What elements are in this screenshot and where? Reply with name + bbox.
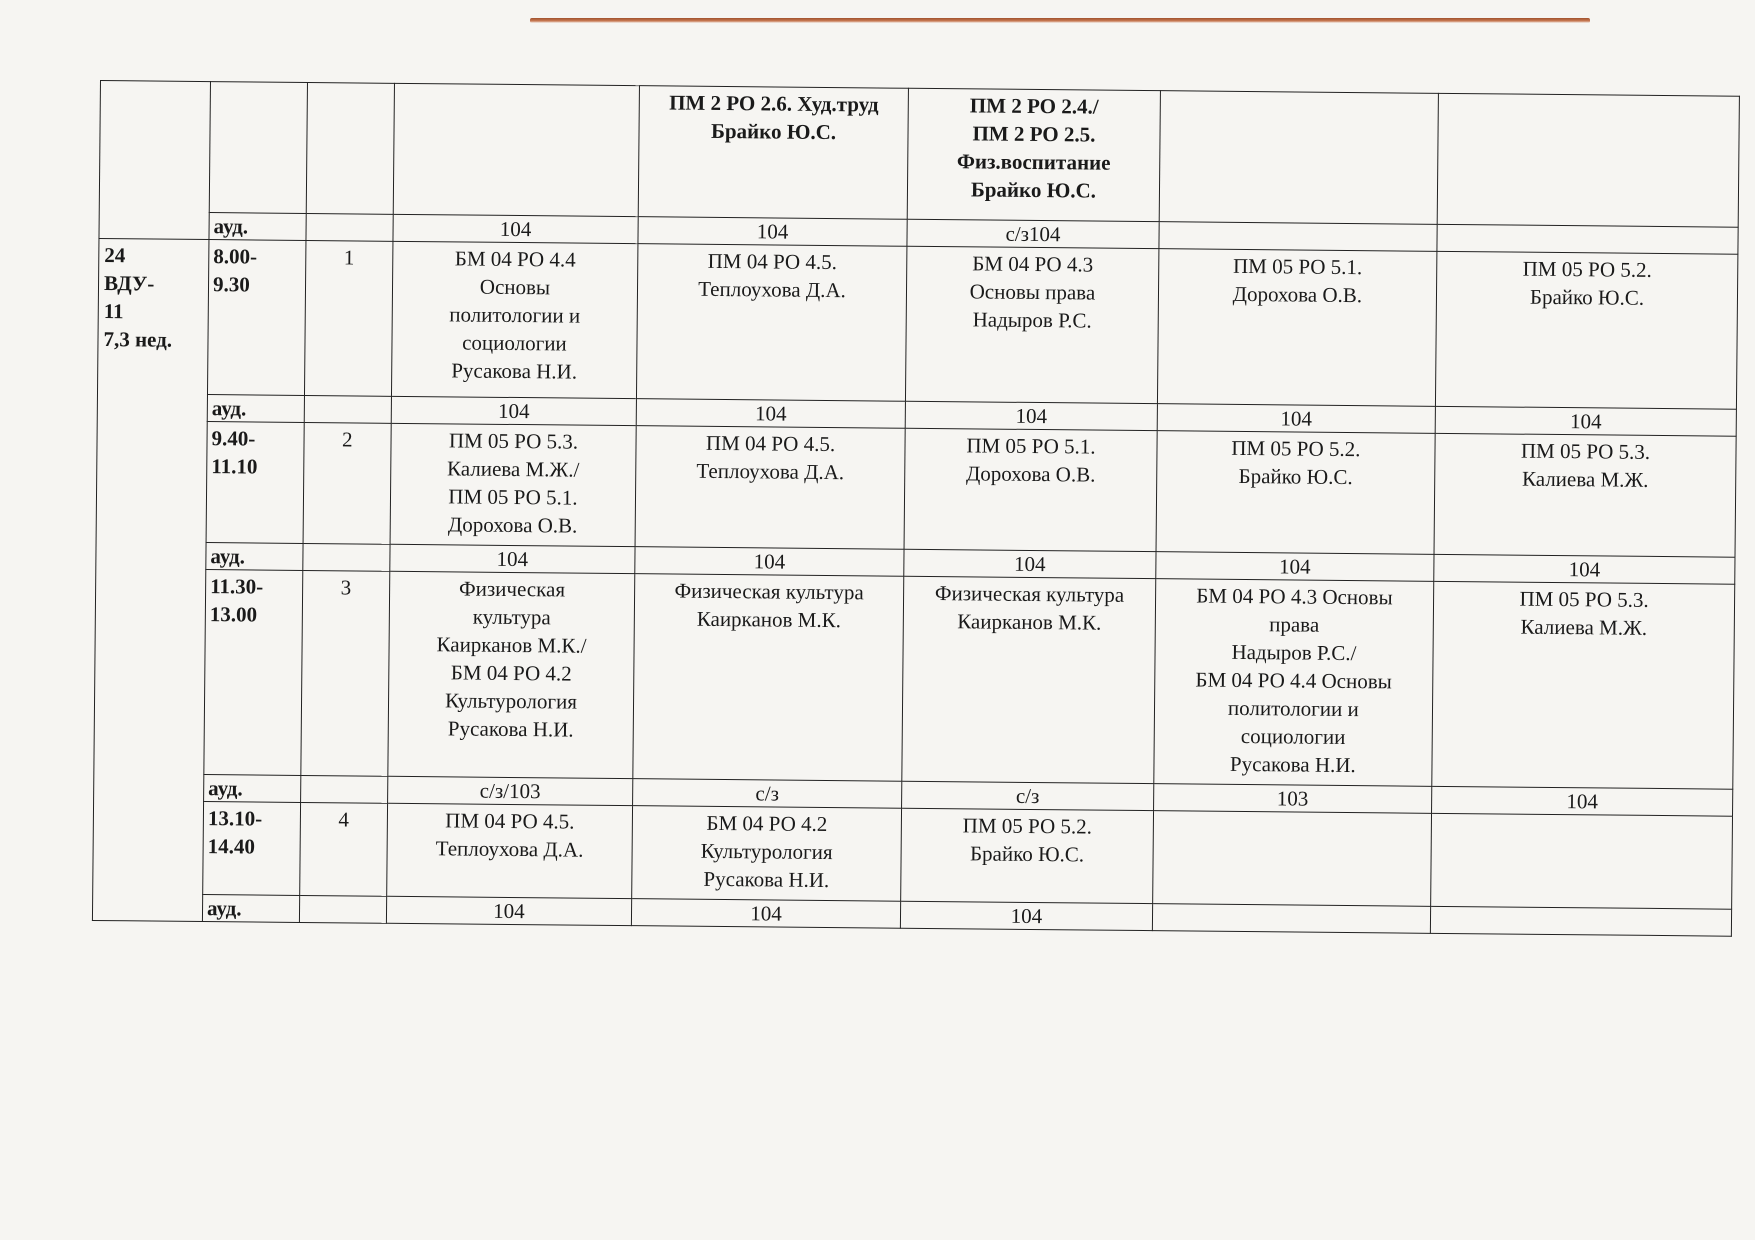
subject-line: Брайко Ю.С. [1238,463,1353,490]
subject-line: Дорохова О.В. [1232,281,1363,308]
room-label: ауд. [209,213,306,241]
subject-cell [1431,813,1733,909]
subject-line: Основы права [969,279,1096,305]
subject-line: Культурология [444,688,578,714]
group-cell [92,238,209,921]
subject-line: Каирканов М.К. [957,609,1102,635]
subject-cell [631,806,901,902]
lesson-number: 1 [304,240,393,396]
subject-cell [390,423,636,546]
subject-line: ПМ 05 РО 5.3. [1519,586,1649,612]
subject-line: БМ 04 РО 4.2 [706,810,828,837]
subject-line: ПМ 04 РО 4.5. [707,248,838,275]
room-cell: 104 [390,544,635,573]
subject-line: БМ 04 РО 4.3 Основы [1196,583,1393,610]
time-cell [207,240,305,396]
room-cell [1152,904,1431,934]
time-cell [206,422,304,544]
subject-line: ПМ 2 РО 2.6. Худ.труд [669,90,879,117]
subject-line: Калиева М.Ж. [1520,614,1648,640]
subject-line: Брайко Ю.С. [710,118,837,145]
room-cell: 104 [1434,554,1735,584]
subject-line: ПМ 05 РО 5.1. [1232,253,1363,280]
room-cell: 104 [905,401,1157,430]
subject-cell [1437,93,1739,227]
subject-cell [393,83,639,216]
subject-cell [387,803,633,898]
subject-cell [638,86,909,220]
schedule-body [92,81,1739,937]
subject-cell [1432,581,1735,789]
time-start: 8.00- [213,244,258,269]
room-cell: 104 [635,547,905,577]
subject-cell [907,88,1160,221]
room-spacer-cell [299,895,387,923]
lesson-number: 3 [300,570,390,776]
time-end: 9.30 [212,272,250,297]
room-label: ауд. [204,775,301,803]
subject-cell [1156,431,1436,555]
room-cell: с/з [632,779,902,809]
time-cell [204,570,302,776]
lesson-number-cell [306,82,395,214]
subject-line: Брайко Ю.С. [1529,284,1645,310]
subject-line: Физическая культура [934,581,1125,607]
subject-cell [1159,91,1439,225]
subject-line: Калиева М.Ж./ [446,456,580,482]
group-code: ВДУ- [103,271,155,296]
subject-cell [1153,579,1433,787]
schedule-table [92,80,1740,937]
subject-line: ПМ 05 РО 5.1. [966,433,1096,459]
subject-line: Теплоухова Д.А. [435,836,584,862]
room-cell [1430,906,1731,936]
subject-line: Культурология [700,838,833,865]
subject-line: Надыров Р.С./ [1231,639,1357,666]
schedule-sheet [92,80,1740,937]
room-cell: 104 [393,214,638,243]
subject-cell [1436,251,1738,409]
room-spacer-cell [302,543,390,571]
subject-cell [388,571,635,778]
room-cell: 104 [631,899,901,929]
subject-line: Русакова Н.И. [703,866,830,893]
room-spacer-cell [306,213,394,241]
subject-line: Каирканов М.К. [696,606,842,633]
subject-cell [901,808,1153,903]
subject-line: ПМ 05 РО 5.2. [1231,435,1361,462]
subject-cell [906,246,1159,403]
time-start: 13.10- [207,806,263,831]
subject-line: социологии [462,330,567,356]
subject-cell [1152,811,1431,907]
subject-line: БМ 04 РО 4.4 [454,246,576,272]
subject-cell [1434,433,1736,557]
room-cell: 104 [391,396,636,425]
group-weeks: 7,3 нед. [103,327,173,352]
subject-line: Физическая [458,576,566,602]
subject-line: ПМ 04 РО 4.5. [705,430,836,457]
room-cell [1437,224,1738,254]
room-cell: 104 [904,549,1156,578]
subject-line: БМ 04 РО 4.2 [450,660,572,686]
lesson-number: 4 [299,802,387,896]
subject-line: ПМ 05 РО 5.2. [962,813,1093,839]
subject-line: ПМ 2 РО 2.5. [972,121,1096,147]
subject-line: Основы [479,274,551,300]
subject-cell [633,574,904,782]
room-cell [1159,222,1438,252]
subject-line: Дорохова О.В. [447,512,578,538]
room-cell: 104 [1435,406,1736,436]
subject-line: ПМ 05 РО 5.3. [448,428,579,454]
room-cell: с/з [902,781,1154,810]
subject-cell [392,241,638,398]
subject-line: Калиева М.Ж. [1521,466,1649,492]
room-label: ауд. [207,395,304,423]
subject-line: политологии и [449,302,581,328]
subject-line: БМ 04 РО 4.4 Основы [1195,667,1392,694]
lesson-row [93,800,1733,909]
subject-line: Физ.воспитание [956,149,1111,175]
time-cell [209,82,307,214]
room-cell: 104 [638,217,908,247]
subject-cell [904,428,1157,551]
room-cell: с/з104 [907,219,1159,248]
subject-cell [635,426,906,550]
room-cell: 104 [1157,404,1436,434]
previous-day-lesson-row [99,81,1739,228]
subject-line: социологии [1240,723,1346,749]
room-cell: с/з/103 [388,776,633,805]
subject-cell [902,576,1155,783]
room-spacer-cell [300,775,388,803]
lesson-row [96,420,1736,557]
scan-edge-mark [530,18,1590,23]
subject-line: Брайко Ю.С. [970,177,1097,203]
subject-line: Русакова Н.И. [451,358,578,384]
subject-line: ПМ 05 РО 5.1. [448,484,578,510]
subject-cell [636,244,907,402]
subject-line: Брайко Ю.С. [969,841,1085,867]
group-code: 11 [103,299,124,324]
subject-line: ПМ 05 РО 5.3. [1520,438,1651,464]
room-cell: 104 [901,901,1153,930]
subject-line: ПМ 04 РО 4.5. [445,808,575,834]
subject-line: Русакова Н.И. [1229,751,1356,778]
room-label: ауд. [202,895,299,923]
time-start: 9.40- [211,426,256,451]
time-end: 13.00 [209,602,258,627]
subject-line: Каирканов М.К./ [436,632,587,658]
subject-line: Русакова Н.И. [447,716,574,742]
subject-line: Дорохова О.В. [965,461,1096,487]
subject-line: БМ 04 РО 4.3 [972,251,1094,277]
subject-line: культура [472,604,551,630]
lesson-number: 2 [303,422,392,544]
lesson-row [94,568,1735,789]
room-cell: 104 [1155,552,1434,582]
lesson-row [97,238,1737,409]
room-cell: 103 [1153,784,1432,814]
room-cell: 104 [636,399,906,429]
subject-line: ПМ 05 РО 5.2. [1522,256,1653,282]
time-end: 11.10 [211,454,258,479]
subject-line: политологии и [1227,695,1359,722]
group-number: 24 [104,243,126,268]
subject-line: Теплоухова Д.А. [696,458,845,485]
subject-line: ПМ 2 РО 2.4./ [969,93,1099,119]
subject-line: Надыров Р.С. [972,307,1092,333]
subject-cell [1157,249,1437,407]
previous-day-cell [99,81,211,240]
room-label: ауд. [206,543,303,571]
room-cell: 104 [387,896,632,925]
room-spacer-cell [304,395,392,423]
time-end: 14.40 [207,834,256,859]
room-cell: 104 [1432,786,1733,816]
time-start: 11.30- [210,574,264,599]
time-cell [203,802,300,896]
subject-line: Теплоухова Д.А. [698,276,846,303]
subject-line: Физическая культура [674,578,864,605]
subject-line: права [1269,612,1320,637]
